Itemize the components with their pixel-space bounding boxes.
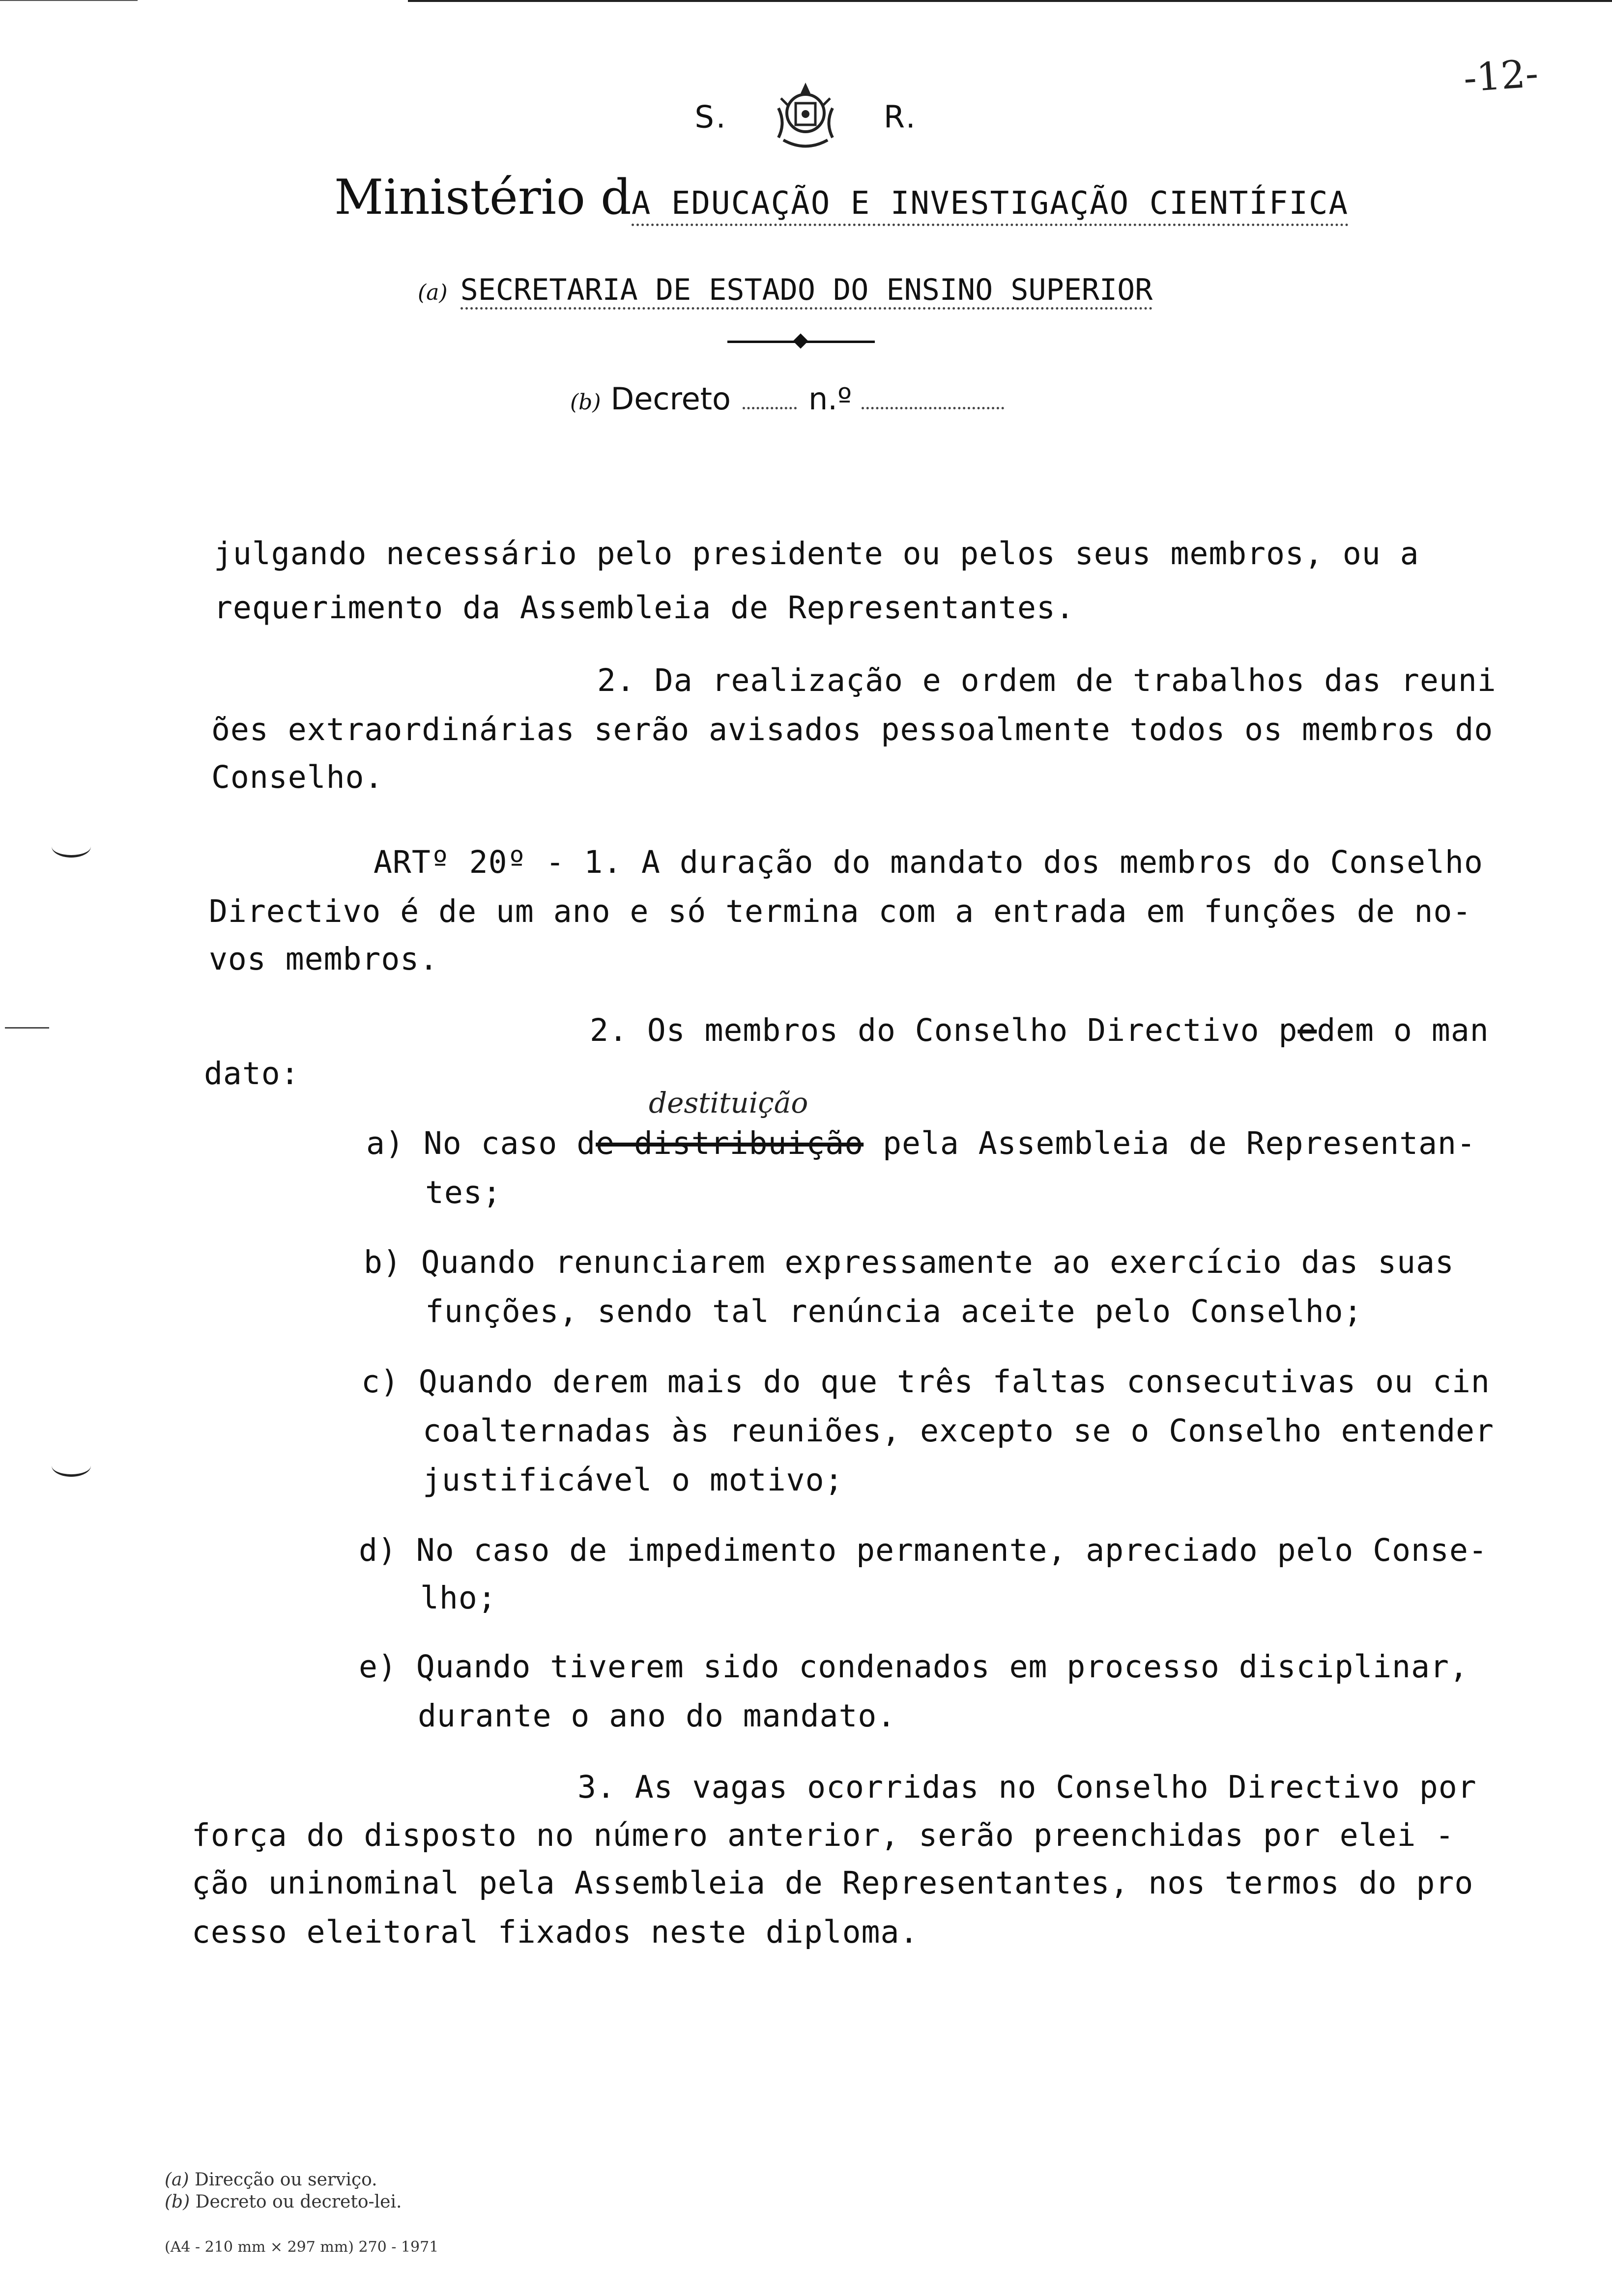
text-line: justificável o motivo;: [423, 1462, 844, 1498]
text-line: lho;: [420, 1580, 497, 1616]
text-line: ção uninominal pela Assembleia de Representantes, nos termos do pro: [192, 1865, 1474, 1901]
ministry-title: [334, 170, 1349, 226]
margin-punch-mark: [52, 1455, 91, 1477]
text-line: [590, 1012, 1489, 1048]
decreto-text: Decreto: [610, 381, 731, 417]
text-line: durante o ano do mandato.: [418, 1698, 896, 1734]
text-line: ões extraordinárias serão avisados pessoalmente todos os membros do: [211, 712, 1494, 747]
footnote-label: (a): [165, 2170, 189, 2190]
footnote-label: (b): [165, 2192, 190, 2212]
text-fragment: pela Assembleia de Representan-: [864, 1125, 1476, 1161]
ministry-prefix: Ministério d: [334, 170, 632, 226]
list-item: d) No caso de impedimento permanente, apreciado pelo Conse-: [359, 1532, 1488, 1568]
list-item: c) Quando derem mais do que três faltas consecutivas ou cin: [361, 1364, 1490, 1400]
list-item: b) Quando renunciarem expressamente ao exercício das suas: [364, 1244, 1454, 1280]
margin-punch-mark: [52, 835, 91, 858]
secretaria-line: [418, 273, 1152, 307]
margin-fold-mark: [5, 1027, 49, 1029]
page-top-rule-left: [0, 0, 138, 1]
footnote-b: [165, 2192, 402, 2212]
numero-blank: [862, 407, 1004, 409]
r-letter: R.: [883, 99, 918, 135]
article-heading-line: ARTº 20º - 1. A duração do mandato dos membros do Conselho: [374, 844, 1483, 880]
text-line: dato:: [204, 1056, 300, 1091]
print-reference: (A4 - 210 mm × 297 mm) 270 - 1971: [165, 2239, 439, 2256]
list-item: e) Quando tiverem sido condenados em processo disciplinar,: [359, 1649, 1468, 1685]
struck-text: e distribuição: [596, 1125, 864, 1161]
decreto-line: [570, 381, 1004, 417]
text-line: funções, sendo tal renúncia aceite pelo Conselho;: [425, 1293, 1363, 1329]
list-item: [366, 1125, 1476, 1161]
coat-of-arms-icon: [774, 79, 837, 160]
secretaria-name: SECRETARIA DE ESTADO DO ENSINO SUPERIOR: [461, 273, 1153, 310]
text-line: cesso eleitoral fixados neste diploma.: [192, 1914, 919, 1950]
secretaria-label: (a): [418, 280, 448, 305]
text-line: vos membros.: [209, 941, 439, 977]
sr-emblem-line: [0, 79, 1612, 160]
ministry-name: A EDUCAÇÃO E INVESTIGAÇÃO CIENTÍFICA: [632, 185, 1349, 226]
footnote-text: Direcção ou serviço.: [195, 2170, 377, 2190]
text-line: Directivo é de um ano e só termina com a entrada em funções de no-: [209, 893, 1472, 929]
handwritten-insertion: destituição: [649, 1086, 808, 1119]
decreto-label: (b): [570, 390, 601, 415]
struck-text: e: [1297, 1012, 1317, 1048]
s-letter: S.: [694, 99, 728, 135]
page-top-rule: [408, 0, 1612, 2]
text-fragment: dem o man: [1317, 1012, 1489, 1048]
text-fragment: a) No caso d: [366, 1125, 596, 1161]
text-fragment: 2. Os membros do Conselho Directivo p: [590, 1012, 1298, 1048]
text-line: 2. Da realização e ordem de trabalhos das reuni: [597, 662, 1497, 698]
text-line: coalternadas às reuniões, excepto se o Conselho entender: [423, 1413, 1495, 1449]
footnote-a: [165, 2170, 377, 2190]
footnote-text: Decreto ou decreto-lei.: [195, 2192, 402, 2212]
decreto-blank: [743, 407, 797, 409]
text-line: força do disposto no número anterior, serão preenchidas por elei -: [192, 1817, 1455, 1853]
text-line: julgando necessário pelo presidente ou pelos seus membros, ou a: [214, 536, 1419, 572]
page-number: -12-: [1462, 51, 1540, 101]
divider-diamond-icon: [793, 333, 808, 348]
text-line: requerimento da Assembleia de Representantes.: [214, 590, 1075, 626]
text-line: tes;: [425, 1175, 502, 1210]
text-line: 3. As vagas ocorridas no Conselho Directivo por: [577, 1769, 1477, 1805]
numero-text: n.º: [808, 381, 852, 417]
text-line: Conselho.: [211, 759, 384, 795]
